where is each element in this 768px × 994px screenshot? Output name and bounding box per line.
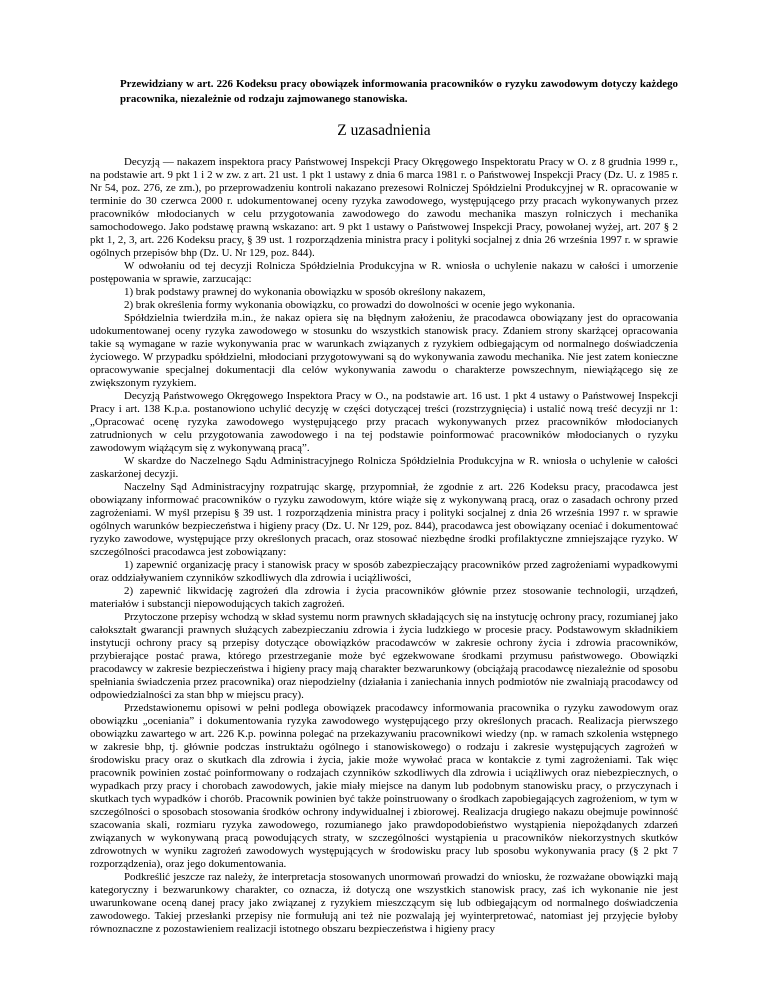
- paragraph: Przedstawionemu opisowi w pełni podlega obowiązek pracodawcy informowania pracownika o ryzyku zawodowym oraz obowiązku „oceniania” i dokumentowania ryzyka zawodowego występującego przy określonych pracach. Realizacja pierwszego obowiązku zawartego w art. 226 K.p. powinna polegać na przekazywaniu pracownikowi wiedzy (np. w ramach szkolenia wstępnego w zakresie bhp, tj. głównie podczas instruktażu ogólnego i stanowiskowego) o rodzaju i zakresie występujących zagrożeń w środowisku pracy oraz o skutkach dla zdrowia i życia, jakie może wywołać praca w kontakcie z tymi zagrożeniami. Tak więc pracownik powinien zostać poinformowany o rodzajach czynników szkodliwych dla zdrowia i uciążliwych oraz niebezpiecznych, o wypadkach przy pracy i chorobach zawodowych, jakie miały miejsce na danym lub podobnym stanowisku pracy, o przyczynach i skutkach tych wypadków i chorób. Pracownik powinien być także poinstruowany o środkach zapobiegających zagrożeniom, w tym w szczególności o sposobach stosowania środków ochrony indywidualnej i zbiorowej. Realizacja drugiego nakazu obejmuje powinność szacowania skali, rozmiaru ryzyka zawodowego, rozumianego jako prawdopodobieństwo wystąpienia niepożądanych zdarzeń związanych w wykonywaną pracą powodujących straty, w szczególności wystąpienia u pracowników niekorzystnych skutków zdrowotnych w wyniku zagrożeń zawodowych występujących w środowisku pracy lub sposobu wykonywania pracy (§ 2 pkt 7 rozporządzenia), oraz jego dokumentowania.: [90, 702, 678, 870]
- paragraph: Naczelny Sąd Administracyjny rozpatrując skargę, przypomniał, że zgodnie z art. 226 Kodeksu pracy, pracodawca jest obowiązany informować pracowników o ryzyku zawodowym, które wiąże się z wykonywaną pracą, oraz o zasadach ochrony przed zagrożeniami. W myśl przepisu § 39 ust. 1 rozporządzenia ministra pracy i polityki socjalnej z dnia 26 września 1997 r. w sprawie ogólnych warunków bezpieczeństwa i higieny pracy (Dz. U. Nr 129, poz. 844), pracodawca jest obowiązany oceniać i dokumentować ryzyko zawodowe, występujące przy określonych pracach, oraz stosować niezbędne środki profilaktyczne zmniejszające ryzyko. W szczególności pracodawca jest zobowiązany:: [90, 481, 678, 558]
- list-item: 2) zapewnić likwidację zagrożeń dla zdrowia i życia pracowników głównie przez stosowanie technologii, urządzeń, materiałów i substancji niepowodujących takich zagrożeń.: [90, 585, 678, 610]
- paragraph: W odwołaniu od tej decyzji Rolnicza Spółdzielnia Produkcyjna w R. wniosła o uchylenie nakazu w całości i umorzenie postępowania w sprawie, zarzucając:: [90, 260, 678, 285]
- list-item: 1) brak podstawy prawnej do wykonania obowiązku w sposób określony nakazem,: [124, 286, 486, 298]
- document-body: [90, 156, 678, 936]
- paragraph: Podkreślić jeszcze raz należy, że interpretacja stosowanych unormowań prowadzi do wniosku, że rozważane obowiązki mają kategoryczny i bezwarunkowy charakter, co oznacza, iż dotyczą one wszystkich stanowisk pracy, zaś ich wykonanie nie jest uwarunkowane oceną danej pracy jako związanej z ryzykiem mieszczącym się lub odbiegającym od normalnego doświadczenia zawodowego. Takiej przesłanki przepisy nie formułują ani też nie pozwalają jej wyinterpretować, natomiast jej przyjęcie byłoby równoznaczne z pozostawieniem realizacji istotnego obszaru bezpieczeństwa i higieny pracy: [90, 871, 678, 935]
- paragraph: W skardze do Naczelnego Sądu Administracyjnego Rolnicza Spółdzielnia Produkcyjna w R. wniosła o uchylenie w całości zaskarżonej decyzji.: [90, 455, 678, 480]
- thesis-text: Przewidziany w art. 226 Kodeksu pracy obowiązek informowania pracowników o ryzyku zawodowym dotyczy każdego pracownika, niezależnie od rodzaju zajmowanego stanowiska.: [120, 78, 678, 105]
- section-title: Z uzasadnienia: [337, 122, 431, 139]
- paragraph: Przytoczone przepisy wchodzą w skład systemu norm prawnych składających się na instytucję ochrony pracy, rozumianej jako całokształt gwarancji prawnych służących zabezpieczaniu zdrowia i życia ludzkiego w procesie pracy. Podstawowym składnikiem instytucji ochrony pracy są przepisy dotyczące obowiązków pracodawców w zakresie ochrony życia i zdrowia pracowników, przybierające postać prawa, którego przestrzeganie może być egzekwowane środkami przymusu państwowego. Obowiązki pracodawcy w zakresie bezpieczeństwa i higieny pracy mają charakter bezwarunkowy (obciążają pracodawcę niezależnie od sposobu spełniania świadczenia przez pracownika) oraz niepodzielny (działania i zaniechania innych podmiotów nie zwalniają pracodawcy od odpowiedzialności za stan bhp w miejscu pracy).: [90, 611, 678, 701]
- paragraph: Decyzją Państwowego Okręgowego Inspektora Pracy w O., na podstawie art. 16 ust. 1 pkt 4 ustawy o Państwowej Inspekcji Pracy i art. 138 K.p.a. postanowiono uchylić decyzję w części dotyczącej treści (rozstrzygnięcia) i ustalić nową treść decyzji nr 1: „Opracować ocenę ryzyka zawodowego występującego przy pracach wykonywanych przez pracowników młodocianych zatrudnionych w celu przygotowania zawodowego i na tej podstawie poinformować pracowników młodocianych o ryzyku zawodowym wiążącym się z wykonywaną pracą”.: [90, 390, 678, 454]
- paragraph: Spółdzielnia twierdziła m.in., że nakaz opiera się na błędnym założeniu, że pracodawca obowiązany jest do opracowania udokumentowanej oceny ryzyka zawodowego w stosunku do wszystkich stanowisk pracy. Zdaniem strony skarżącej opracowania takie są wymagane w razie wykonywania prac w warunkach związanych z ryzykiem odbiegającym od normalnego doświadczenia życiowego. W przypadku spółdzielni, młodociani przygotowywani są do wykonywania zawodu mechanika. Nie jest zatem konieczne opracowywanie specjalnej dokumentacji dla celów wykonywania zawodu o charakterze powszechnym, niewiążącego się ze zwiększonym ryzykiem.: [90, 312, 678, 389]
- list-item: 2) brak określenia formy wykonania obowiązku, co prowadzi do dowolności w ocenie jego wykonania.: [124, 299, 575, 311]
- paragraph: Decyzją — nakazem inspektora pracy Państwowej Inspekcji Pracy Okręgowego Inspektoratu Pracy w O. z 8 grudnia 1999 r., na podstawie art. 9 pkt 1 i 2 w zw. z art. 21 ust. 1 pkt 1 ustawy z dnia 6 marca 1981 r. o Państwowej Inspekcji Pracy (Dz. U. z 1985 r. Nr 54, poz. 276, ze zm.), po przeprowadzeniu kontroli nakazano prezesowi Rolniczej Spółdzielni Produkcyjnej w R. opracowanie w terminie do 30 czerwca 2000 r. udokumentowanej oceny ryzyka zawodowego, występującego przy pracach wykonywanych przez pracowników młodocianych w celu przygotowania zawodowego do zawodu mechanika maszyn rolniczych i mechanika samochodowego. Jako podstawę prawną wskazano: art. 9 pkt 1 ustawy o Państwowej Inspekcji Pracy, powołanej wyżej, art. 207 § 2 pkt 1, 2, 3, art. 226 Kodeksu pracy, § 39 ust. 1 rozporządzenia ministra pracy i polityki socjalnej z dnia 26 września 1997 r. w sprawie ogólnych przepisów bhp (Dz. U. Nr 129, poz. 844).: [90, 156, 678, 259]
- list-item: 1) zapewnić organizację pracy i stanowisk pracy w sposób zabezpieczający pracowników przed zagrożeniami wypadkowymi oraz oddziaływaniem czynników szkodliwych dla zdrowia i uciążliwości,: [90, 559, 678, 584]
